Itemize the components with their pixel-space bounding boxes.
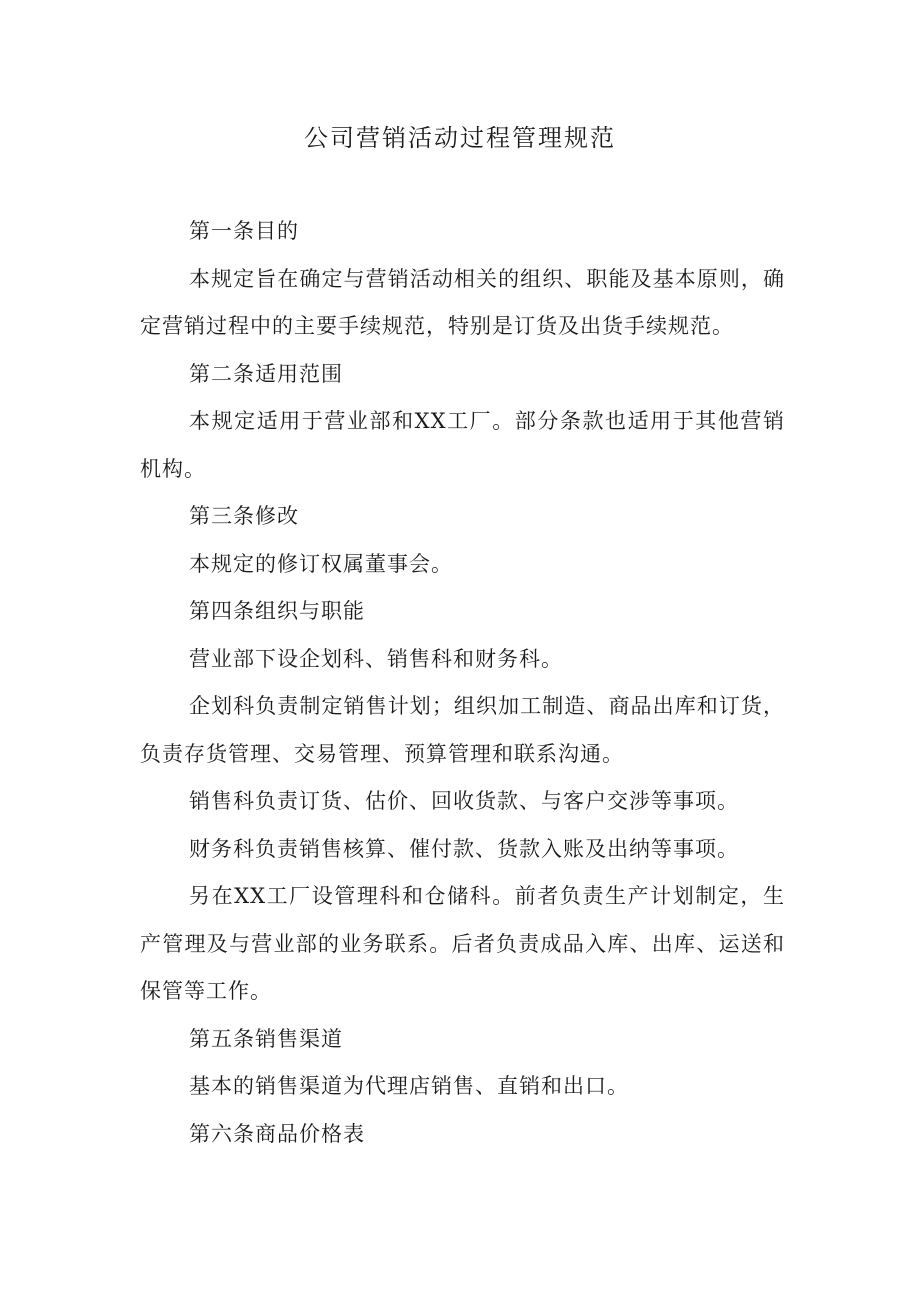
article-4-text-departments: 营业部下设企划科、销售科和财务科。: [189, 646, 563, 671]
article-3-text: 本规定的修订权属董事会。: [189, 551, 453, 576]
article-3-heading: 第三条修改: [189, 504, 299, 528]
article-6-heading: 第六条商品价格表: [189, 1121, 365, 1146]
article-1-heading: 第一条目的: [189, 219, 299, 243]
article-4-heading: 第四条组织与职能: [189, 599, 365, 623]
article-5-heading: 第五条销售渠道: [189, 1026, 343, 1051]
article-1-text: 本规定旨在确定与营销活动相关的组织、职能及基本原则，确定营销过程中的主要手续规范，特别是订货及出货手续规范。: [140, 266, 785, 338]
document-title: 公司营销活动过程管理规范: [304, 124, 616, 152]
article-4-text-sales: 销售科负责订货、估价、回收货款、与客户交涉等事项。: [189, 789, 739, 813]
article-5-text: 基本的销售渠道为代理店销售、直销和出口。: [189, 1074, 629, 1098]
article-2-text: 本规定适用于营业部和XX工厂。部分条款也适用于其他营销机构。: [140, 409, 785, 481]
document-body: [140, 208, 785, 1158]
article-4-text-planning: 企划科负责制定销售计划；组织加工制造、商品出库和订货，负责存货管理、交易管理、预算管理和联系沟通。: [140, 694, 785, 766]
article-4-text-factory: 另在XX工厂设管理科和仓储科。前者负责生产计划制定，生产管理及与营业部的业务联系。后者负责成品入库、出库、运送和保管等工作。: [140, 884, 785, 1003]
article-4-text-finance: 财务科负责销售核算、催付款、货款入账及出纳等事项。: [189, 836, 739, 861]
article-2-heading: 第二条适用范围: [189, 361, 343, 386]
